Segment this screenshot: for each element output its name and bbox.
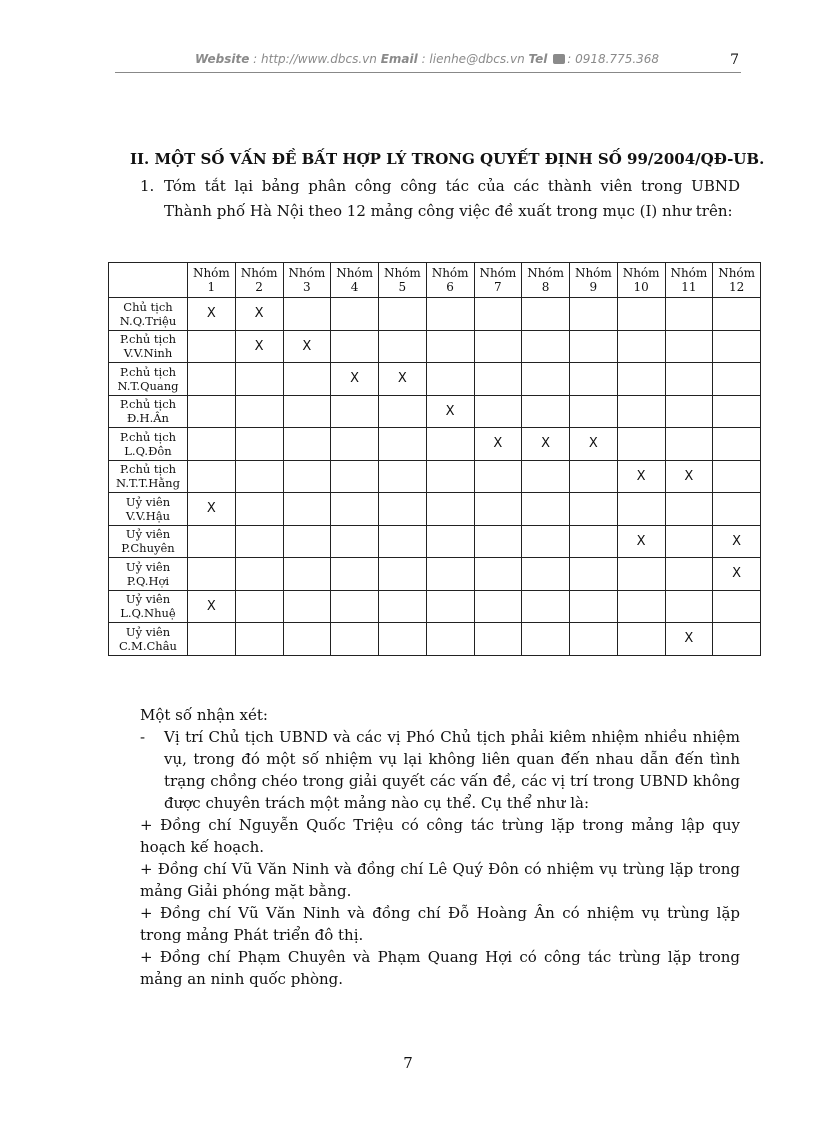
assignment-cell — [522, 363, 570, 396]
assignment-cell — [426, 298, 474, 331]
assignment-cell — [713, 330, 761, 363]
group-header-word: Nhóm — [383, 266, 421, 280]
group-header-word: Nhóm — [670, 266, 708, 280]
assignment-cell — [235, 623, 283, 656]
assignment-cell — [522, 558, 570, 591]
group-header-8 — [522, 263, 570, 298]
header-contact — [195, 52, 659, 66]
assignment-cell — [188, 363, 236, 396]
assignment-cell — [474, 330, 522, 363]
assignment-cell — [713, 395, 761, 428]
assignment-cell — [665, 558, 713, 591]
assignment-cell — [713, 623, 761, 656]
comment-point: + Đồng chí Vũ Văn Ninh và đồng chí Lê Quý Đôn có nhiệm vụ trùng lặp trong mảng Giải phóng mặt bằng. — [140, 860, 740, 900]
group-header-number: 4 — [350, 280, 359, 294]
assignment-cell — [188, 428, 236, 461]
member-role: Uỷ viên — [125, 592, 171, 607]
group-header-6 — [426, 263, 474, 298]
assignment-cell — [379, 428, 427, 461]
group-header-number: 3 — [303, 280, 311, 294]
assignment-cell — [474, 623, 522, 656]
group-header-number: 10 — [633, 280, 649, 294]
assignment-cell — [283, 298, 331, 331]
assignment-mark: X — [588, 436, 598, 452]
assignment-cell — [713, 558, 761, 591]
member-name: V.V.Ninh — [123, 346, 173, 361]
assignment-mark: X — [684, 631, 694, 647]
assignment-cell — [331, 493, 379, 526]
assignment-cell — [283, 363, 331, 396]
email-value: : lienhe@dbcs.vn — [421, 52, 525, 66]
assignment-cell — [283, 395, 331, 428]
member-name: V.V.Hậu — [125, 508, 171, 523]
group-header-word: Nhóm — [574, 266, 612, 280]
assignment-cell — [283, 330, 331, 363]
assignment-cell — [426, 395, 474, 428]
assignment-mark: X — [445, 403, 455, 419]
group-header-10 — [617, 263, 665, 298]
group-header-word: Nhóm — [336, 266, 374, 280]
group-header-word: Nhóm — [288, 266, 326, 280]
assignment-cell — [474, 558, 522, 591]
assignment-cell — [617, 623, 665, 656]
assignment-cell — [522, 493, 570, 526]
group-header-word: Nhóm — [527, 266, 565, 280]
member-name: L.Q.Đôn — [124, 443, 172, 458]
group-header-number: 12 — [728, 280, 745, 294]
assignment-cell — [188, 460, 236, 493]
email-label: Email — [380, 52, 418, 66]
assignment-cell — [474, 395, 522, 428]
assignment-cell — [331, 558, 379, 591]
assignment-cell — [617, 298, 665, 331]
assignment-cell — [474, 363, 522, 396]
assignment-cell — [283, 558, 331, 591]
assignment-mark: X — [732, 533, 742, 549]
assignment-cell — [426, 330, 474, 363]
member-cell — [109, 298, 188, 331]
group-header-word: Nhóm — [718, 266, 756, 280]
assignment-cell — [713, 298, 761, 331]
assignment-cell — [665, 298, 713, 331]
table-row — [109, 623, 761, 656]
assignment-cell — [570, 330, 618, 363]
assignment-cell — [379, 493, 427, 526]
member-name: L.Q.Nhuệ — [120, 606, 176, 621]
table-row — [109, 363, 761, 396]
assignment-cell — [283, 590, 331, 623]
member-cell — [109, 330, 188, 363]
assignment-cell — [379, 623, 427, 656]
assignment-cell — [474, 590, 522, 623]
table-row — [109, 590, 761, 623]
assignment-cell — [379, 298, 427, 331]
assignment-mark: X — [493, 436, 503, 452]
assignment-cell — [713, 363, 761, 396]
assignment-cell — [713, 525, 761, 558]
member-name: N.T.Quang — [117, 378, 179, 393]
group-header-12 — [713, 263, 761, 298]
member-role: P.chủ tịch — [119, 462, 177, 477]
intro-item — [140, 174, 740, 224]
assignment-cell — [426, 428, 474, 461]
assignment-cell — [331, 590, 379, 623]
group-header-1 — [188, 263, 236, 298]
assignment-cell — [331, 363, 379, 396]
member-role: Uỷ viên — [125, 624, 171, 639]
assignment-cell — [188, 525, 236, 558]
member-name: Đ.H.Ân — [127, 411, 169, 426]
assignment-cell — [331, 298, 379, 331]
group-header-word: Nhóm — [622, 266, 660, 280]
group-header-4 — [331, 263, 379, 298]
assignment-mark: X — [636, 468, 646, 484]
assignment-cell — [617, 525, 665, 558]
assignment-cell — [617, 493, 665, 526]
assignment-cell — [522, 460, 570, 493]
group-header-word: Nhóm — [431, 266, 469, 280]
website-value: : http://www.dbcs.vn — [253, 52, 377, 66]
assignment-cell — [522, 623, 570, 656]
assignment-cell — [665, 623, 713, 656]
member-role: Uỷ viên — [125, 527, 171, 542]
assignment-cell — [713, 493, 761, 526]
assignment-cell — [570, 395, 618, 428]
assignment-cell — [617, 460, 665, 493]
assignment-mark: X — [684, 468, 694, 484]
assignment-cell — [283, 493, 331, 526]
assignment-cell — [617, 590, 665, 623]
group-header-number: 2 — [255, 280, 263, 294]
table-row — [109, 395, 761, 428]
assignment-cell — [283, 460, 331, 493]
dash-bullet: - — [140, 728, 146, 746]
assignment-table — [108, 262, 761, 656]
assignment-cell — [379, 558, 427, 591]
assignment-mark: X — [636, 533, 646, 549]
assignment-cell — [379, 395, 427, 428]
member-cell — [109, 395, 188, 428]
assignment-cell — [522, 525, 570, 558]
assignment-cell — [426, 363, 474, 396]
assignment-cell — [522, 395, 570, 428]
assignment-cell — [379, 525, 427, 558]
dash-text: Vị trí Chủ tịch UBND và các vị Phó Chủ tịch phải kiêm nhiệm nhiều nhiệm vụ, trong đó một số nhiệm vụ lại không liên quan đến nhau dẫn đến tình trạng chồng chéo trong giải quyết các vấn đề, các vị trí trong UBND không được chuyên trách một mảng nào cụ thể. Cụ thể như là: — [164, 728, 740, 812]
assignment-cell — [570, 460, 618, 493]
item-number: 1. — [140, 177, 155, 195]
assignment-cell — [570, 493, 618, 526]
assignment-cell — [570, 623, 618, 656]
assignment-cell — [570, 363, 618, 396]
assignment-cell — [474, 298, 522, 331]
assignment-cell — [331, 460, 379, 493]
group-header-word: Nhóm — [240, 266, 278, 280]
group-header-number: 7 — [494, 280, 502, 294]
assignment-cell — [283, 525, 331, 558]
member-role: Uỷ viên — [125, 494, 171, 509]
group-header-11 — [665, 263, 713, 298]
assignment-cell — [474, 493, 522, 526]
website-label: Website — [195, 52, 250, 66]
member-role: P.chủ tịch — [119, 332, 177, 347]
member-name: P.Chuyên — [121, 541, 175, 556]
assignment-cell — [426, 590, 474, 623]
assignment-cell — [235, 330, 283, 363]
assignment-mark: X — [541, 436, 551, 452]
section-title: II. MỘT SỐ VẤN ĐỀ BẤT HỢP LÝ TRONG QUYẾT ĐỊNH SỐ 99/2004/QĐ-UB. — [130, 150, 765, 168]
assignment-cell — [188, 395, 236, 428]
member-role: P.chủ tịch — [119, 397, 177, 412]
assignment-cell — [570, 525, 618, 558]
assignment-cell — [522, 330, 570, 363]
phone-icon — [553, 54, 565, 64]
assignment-cell — [522, 590, 570, 623]
group-header-5 — [379, 263, 427, 298]
member-role: P.chủ tịch — [119, 429, 177, 444]
assignment-cell — [474, 460, 522, 493]
assignment-cell — [665, 590, 713, 623]
group-header-number: 5 — [398, 280, 407, 294]
member-cell — [109, 525, 188, 558]
assignment-cell — [617, 395, 665, 428]
comment-point: + Đồng chí Vũ Văn Ninh và đồng chí Đỗ Hoàng Ân có nhiệm vụ trùng lặp trong mảng Phát triển đô thị. — [140, 904, 740, 944]
table-row — [109, 493, 761, 526]
member-name: C.M.Châu — [119, 638, 177, 653]
assignment-cell — [235, 363, 283, 396]
assignment-cell — [426, 493, 474, 526]
member-cell — [109, 428, 188, 461]
tel-label: Tel — [528, 52, 548, 66]
assignment-cell — [617, 330, 665, 363]
assignment-cell — [665, 330, 713, 363]
assignment-cell — [522, 428, 570, 461]
group-header-2 — [235, 263, 283, 298]
member-name: N.T.T.Hằng — [116, 476, 180, 491]
assignment-cell — [188, 493, 236, 526]
assignment-cell — [331, 330, 379, 363]
group-header-word: Nhóm — [192, 266, 230, 280]
assignment-cell — [188, 298, 236, 331]
assignment-cell — [665, 493, 713, 526]
comment-point: + Đồng chí Phạm Chuyên và Phạm Quang Hợi có công tác trùng lặp trong mảng an ninh quốc phòng. — [140, 948, 740, 988]
assignment-mark: X — [350, 371, 360, 387]
group-header-3 — [283, 263, 331, 298]
assignment-cell — [379, 363, 427, 396]
member-cell — [109, 558, 188, 591]
assignment-cell — [235, 525, 283, 558]
assignment-cell — [331, 428, 379, 461]
assignment-cell — [426, 460, 474, 493]
member-cell — [109, 460, 188, 493]
header-page-number: 7 — [730, 52, 739, 68]
member-cell — [109, 493, 188, 526]
member-role: Chủ tịch — [123, 299, 173, 314]
assignment-mark: X — [254, 338, 264, 354]
assignment-cell — [235, 460, 283, 493]
assignment-cell — [426, 623, 474, 656]
assignment-cell — [188, 623, 236, 656]
table-row — [109, 558, 761, 591]
assignment-cell — [426, 525, 474, 558]
member-role: Uỷ viên — [125, 559, 171, 574]
assignment-cell — [713, 428, 761, 461]
assignment-cell — [283, 428, 331, 461]
comment-point: + Đồng chí Nguyễn Quốc Triệu có công tác trùng lặp trong mảng lập quy hoạch kế hoạch. — [140, 816, 740, 856]
assignment-cell — [188, 330, 236, 363]
assignment-mark: X — [732, 566, 742, 582]
assignment-cell — [570, 590, 618, 623]
table-corner-cell — [109, 263, 188, 298]
assignment-cell — [188, 590, 236, 623]
assignment-cell — [331, 525, 379, 558]
member-name: N.Q.Triệu — [119, 313, 177, 328]
member-role: P.chủ tịch — [119, 364, 177, 379]
group-header-7 — [474, 263, 522, 298]
assignment-cell — [426, 558, 474, 591]
assignment-cell — [235, 298, 283, 331]
group-header-number: 8 — [541, 280, 550, 294]
table-row — [109, 298, 761, 331]
assignment-cell — [331, 395, 379, 428]
assignment-cell — [617, 363, 665, 396]
group-header-word: Nhóm — [479, 266, 517, 280]
assignment-cell — [713, 590, 761, 623]
assignment-mark: X — [206, 598, 216, 614]
comment-dash-item — [140, 726, 740, 814]
assignment-cell — [235, 493, 283, 526]
assignment-cell — [235, 558, 283, 591]
tel-value: : 0918.775.368 — [567, 52, 660, 66]
assignment-cell — [617, 558, 665, 591]
assignment-cell — [283, 623, 331, 656]
member-name: P.Q.Hợi — [126, 573, 170, 588]
assignment-cell — [474, 525, 522, 558]
assignment-cell — [474, 428, 522, 461]
assignment-cell — [570, 428, 618, 461]
assignment-cell — [617, 428, 665, 461]
assignment-cell — [379, 460, 427, 493]
assignment-cell — [713, 460, 761, 493]
assignment-cell — [522, 298, 570, 331]
member-cell — [109, 590, 188, 623]
assignment-cell — [331, 623, 379, 656]
assignment-mark: X — [206, 306, 216, 322]
table-row — [109, 525, 761, 558]
assignment-mark: X — [302, 338, 312, 354]
assignment-mark: X — [397, 371, 407, 387]
assignment-cell — [379, 330, 427, 363]
assignment-cell — [665, 525, 713, 558]
group-header-number: 9 — [589, 280, 598, 294]
table-header-row — [109, 263, 761, 298]
item-text: Tóm tắt lại bảng phân công công tác của các thành viên trong UBND Thành phố Hà Nội theo 12 mảng công việc đề xuất trong mục (I) như trên: — [164, 177, 740, 220]
assignment-cell — [235, 395, 283, 428]
assignment-cell — [665, 460, 713, 493]
assignment-cell — [570, 298, 618, 331]
comments-heading: Một số nhận xét: — [140, 706, 268, 724]
group-header-9 — [570, 263, 618, 298]
footer-page-number: 7 — [403, 1054, 413, 1072]
comments-section — [140, 704, 740, 990]
group-header-number: 6 — [446, 280, 454, 294]
assignment-cell — [235, 590, 283, 623]
group-header-number: 1 — [207, 280, 216, 294]
assignment-cell — [570, 558, 618, 591]
assignment-cell — [188, 558, 236, 591]
assignment-cell — [379, 590, 427, 623]
table-row — [109, 330, 761, 363]
member-cell — [109, 363, 188, 396]
group-header-number: 11 — [681, 280, 697, 294]
table-row — [109, 428, 761, 461]
assignment-cell — [665, 428, 713, 461]
table-row — [109, 460, 761, 493]
assignment-mark: X — [206, 501, 216, 517]
page-header — [115, 52, 741, 73]
member-cell — [109, 623, 188, 656]
assignment-cell — [235, 428, 283, 461]
assignment-mark: X — [254, 306, 264, 322]
assignment-cell — [665, 395, 713, 428]
assignment-cell — [665, 363, 713, 396]
